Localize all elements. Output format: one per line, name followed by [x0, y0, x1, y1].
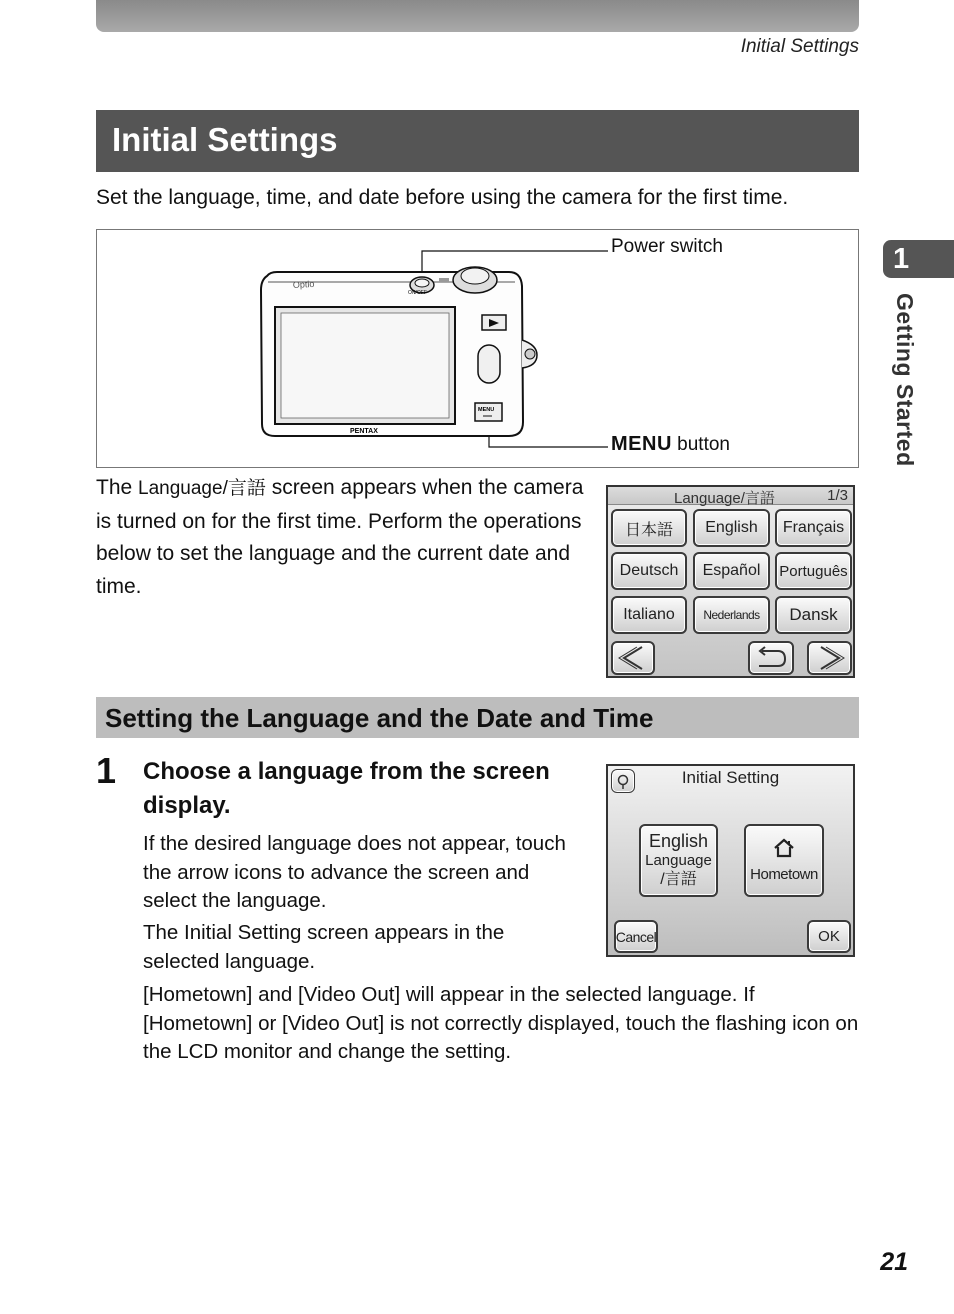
model-logo: Optio — [292, 278, 315, 290]
camera-illustration — [97, 230, 858, 467]
return-arrow-icon — [754, 645, 788, 671]
language-option[interactable]: Français — [775, 509, 852, 547]
subsection-bar — [96, 697, 859, 738]
intro-text: Set the language, time, and date before using the camera for the first time. — [96, 186, 789, 209]
step-number: 1 — [96, 750, 117, 791]
back-button[interactable] — [748, 641, 794, 675]
cancel-button[interactable]: Cancel — [614, 920, 658, 953]
menu-word: MENU — [611, 433, 672, 455]
chapter-number: 1 — [893, 243, 910, 275]
language-setting-button[interactable]: English Language /言語 — [639, 824, 718, 897]
power-switch-callout — [611, 236, 723, 258]
language-option[interactable]: Deutsch — [611, 552, 687, 590]
page-number: 21 — [880, 1248, 908, 1276]
menu-button-callout — [611, 433, 730, 456]
top-bar — [96, 0, 859, 32]
language-option[interactable]: Nederlands — [693, 596, 770, 634]
ok-button[interactable]: OK — [807, 920, 851, 953]
chevron-left-icon — [618, 645, 648, 671]
chapter-tab — [883, 240, 954, 278]
language-option[interactable]: 日本語 — [611, 509, 687, 547]
running-head: Initial Settings — [740, 36, 859, 57]
language-screen-title: Language/言語 — [674, 490, 775, 507]
hometown-label: Hometown — [750, 866, 818, 883]
prev-page-button[interactable] — [611, 641, 655, 675]
language-option[interactable]: Italiano — [611, 596, 687, 634]
subsection-title: Setting the Language and the Date and Time — [105, 703, 654, 733]
language-option[interactable]: Português — [775, 552, 852, 590]
page-title: Initial Settings — [112, 121, 338, 158]
step-text: [Hometown] and [Video Out] will appear in the selected language. If [Hometown] or [Video Out] is not correctly displayed, touch the flashing icon on the LCD monitor and change the setting. — [143, 983, 859, 1063]
language-option[interactable]: English — [693, 509, 770, 547]
menu-button-suffix: button — [677, 434, 730, 455]
current-language: English — [648, 831, 709, 851]
chapter-label: Getting Started — [892, 293, 918, 467]
language-screen-page: 1/3 — [827, 487, 848, 504]
next-page-button[interactable] — [807, 641, 852, 675]
step-heading: Choose a language from the screen display. — [143, 758, 550, 819]
power-switch-label: Power switch — [611, 236, 723, 257]
step-text: If the desired language does not appear, touch the arrow icons to advance the screen and select the language. — [143, 832, 566, 912]
language-screen-paragraph: The Language/言語 screen appears when the camera is turned on for the first time. Perform the operations below to set the language and the current date and time. — [96, 476, 584, 598]
language-option[interactable]: Español — [693, 552, 770, 590]
language-screen — [606, 485, 855, 678]
step-text: The Initial Setting screen appears in the selected language. — [143, 921, 505, 973]
screen-name: Language/言語 — [138, 478, 266, 499]
camera-figure — [96, 229, 859, 468]
initial-setting-screen — [606, 764, 855, 957]
initial-setting-title: Initial Setting — [681, 768, 780, 787]
brand-logo: PENTAX — [350, 428, 378, 435]
hometown-button[interactable] — [744, 824, 824, 897]
chevron-right-icon — [815, 645, 845, 671]
home-icon — [772, 838, 796, 858]
section-title-bar — [96, 110, 859, 172]
switch-marking: ON/OFF — [408, 290, 427, 296]
language-option[interactable]: Dansk — [775, 596, 852, 634]
menu-key-marking: MENU — [478, 407, 495, 413]
